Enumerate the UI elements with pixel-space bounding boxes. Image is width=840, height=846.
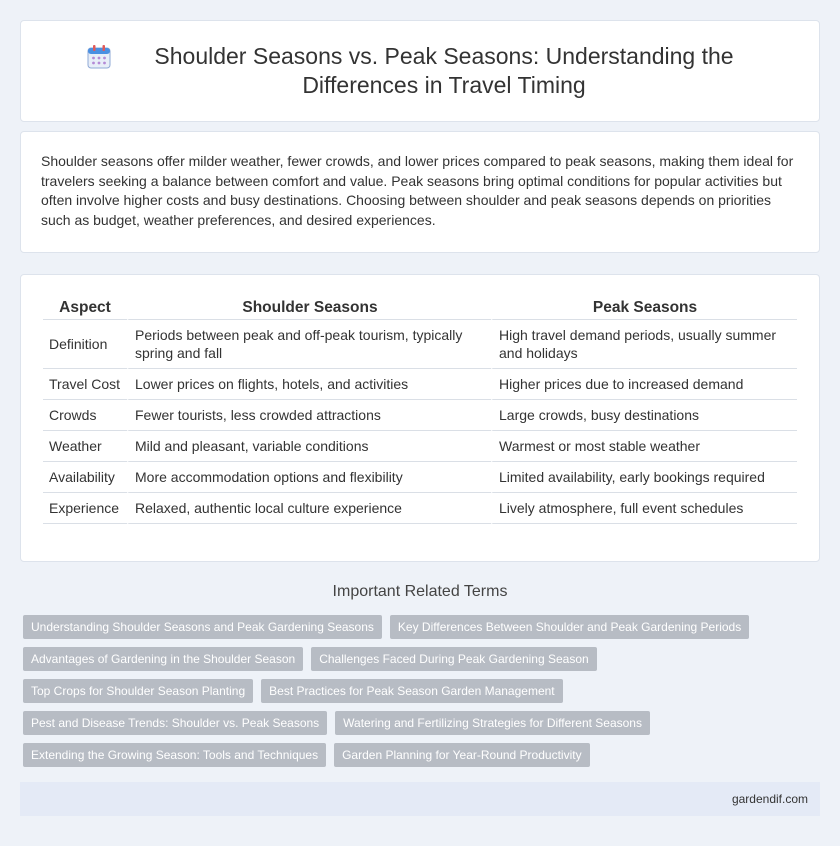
table-cell-shoulder: More accommodation options and flexibility: [127, 462, 491, 493]
header-card: [20, 20, 820, 122]
header-peak-seasons: Peak Seasons: [491, 295, 797, 320]
tag-row: [23, 647, 823, 671]
tag-row: [23, 679, 823, 703]
table-cell-shoulder: Fewer tourists, less crowded attractions: [127, 400, 491, 431]
tag-row: [23, 711, 823, 735]
intro-text: Shoulder seasons offer milder weather, fewer crowds, and lower prices compared to peak seasons, making them ideal for travelers seeking a balance between comfort and value. Peak seasons bring optimal conditions for popular activities but often involve higher costs and busy destinations. Choosing between shoulder and peak seasons depends on priorities such as budget, weather preferences, and desired experiences.: [41, 153, 794, 228]
table-row: [43, 400, 797, 431]
table-cell-aspect: Crowds: [43, 400, 127, 431]
table-cell-peak: Warmest or most stable weather: [491, 431, 797, 462]
table-cell-aspect: Experience: [43, 493, 127, 524]
table-cell-shoulder: Relaxed, authentic local culture experience: [127, 493, 491, 524]
related-term-link[interactable]: Challenges Faced During Peak Gardening Season: [311, 647, 597, 671]
tag-row: [23, 743, 823, 767]
table-cell-aspect: Weather: [43, 431, 127, 462]
table-cell-aspect: Definition: [43, 320, 127, 369]
related-term-link[interactable]: Pest and Disease Trends: Shoulder vs. Peak Seasons: [23, 711, 327, 735]
related-terms-title: Important Related Terms: [332, 583, 508, 600]
table-cell-peak: Lively atmosphere, full event schedules: [491, 493, 797, 524]
tag-row: [23, 615, 823, 639]
page-title: Shoulder Seasons vs. Peak Seasons: Understanding the Differences in Travel Timing: [154, 43, 734, 98]
related-term-link[interactable]: Understanding Shoulder Seasons and Peak Gardening Seasons: [23, 615, 382, 639]
intro-card: [20, 131, 820, 253]
calendar-icon: [86, 44, 112, 70]
table-row: [43, 369, 797, 400]
related-term-link[interactable]: Extending the Growing Season: Tools and Techniques: [23, 743, 326, 767]
related-term-link[interactable]: Key Differences Between Shoulder and Peak Gardening Periods: [390, 615, 749, 639]
table-row: [43, 431, 797, 462]
related-terms-tags: [23, 615, 823, 775]
table-cell-peak: Large crowds, busy destinations: [491, 400, 797, 431]
table-cell-shoulder: Mild and pleasant, variable conditions: [127, 431, 491, 462]
comparison-table-card: [20, 274, 820, 562]
related-term-link[interactable]: Watering and Fertilizing Strategies for Different Seasons: [335, 711, 650, 735]
table-cell-shoulder: Periods between peak and off-peak tourism, typically spring and fall: [127, 320, 491, 369]
related-term-link[interactable]: Garden Planning for Year-Round Productivity: [334, 743, 589, 767]
table-cell-aspect: Availability: [43, 462, 127, 493]
title-wrap: [86, 42, 754, 100]
table-cell-peak: Higher prices due to increased demand: [491, 369, 797, 400]
table-cell-shoulder: Lower prices on flights, hotels, and activities: [127, 369, 491, 400]
footer: [20, 782, 820, 816]
table-cell-peak: High travel demand periods, usually summer and holidays: [491, 320, 797, 369]
table-cell-peak: Limited availability, early bookings required: [491, 462, 797, 493]
related-term-link[interactable]: Best Practices for Peak Season Garden Management: [261, 679, 563, 703]
related-term-link[interactable]: Advantages of Gardening in the Shoulder Season: [23, 647, 303, 671]
header-shoulder-seasons: Shoulder Seasons: [127, 295, 491, 320]
table-cell-aspect: Travel Cost: [43, 369, 127, 400]
table-row: [43, 462, 797, 493]
related-term-link[interactable]: Top Crops for Shoulder Season Planting: [23, 679, 253, 703]
footer-site-link[interactable]: gardendif.com: [731, 792, 808, 806]
comparison-table: [43, 295, 797, 524]
table-header-row: [43, 295, 797, 320]
header-aspect: Aspect: [43, 295, 127, 320]
table-row: [43, 493, 797, 524]
table-row: [43, 320, 797, 369]
